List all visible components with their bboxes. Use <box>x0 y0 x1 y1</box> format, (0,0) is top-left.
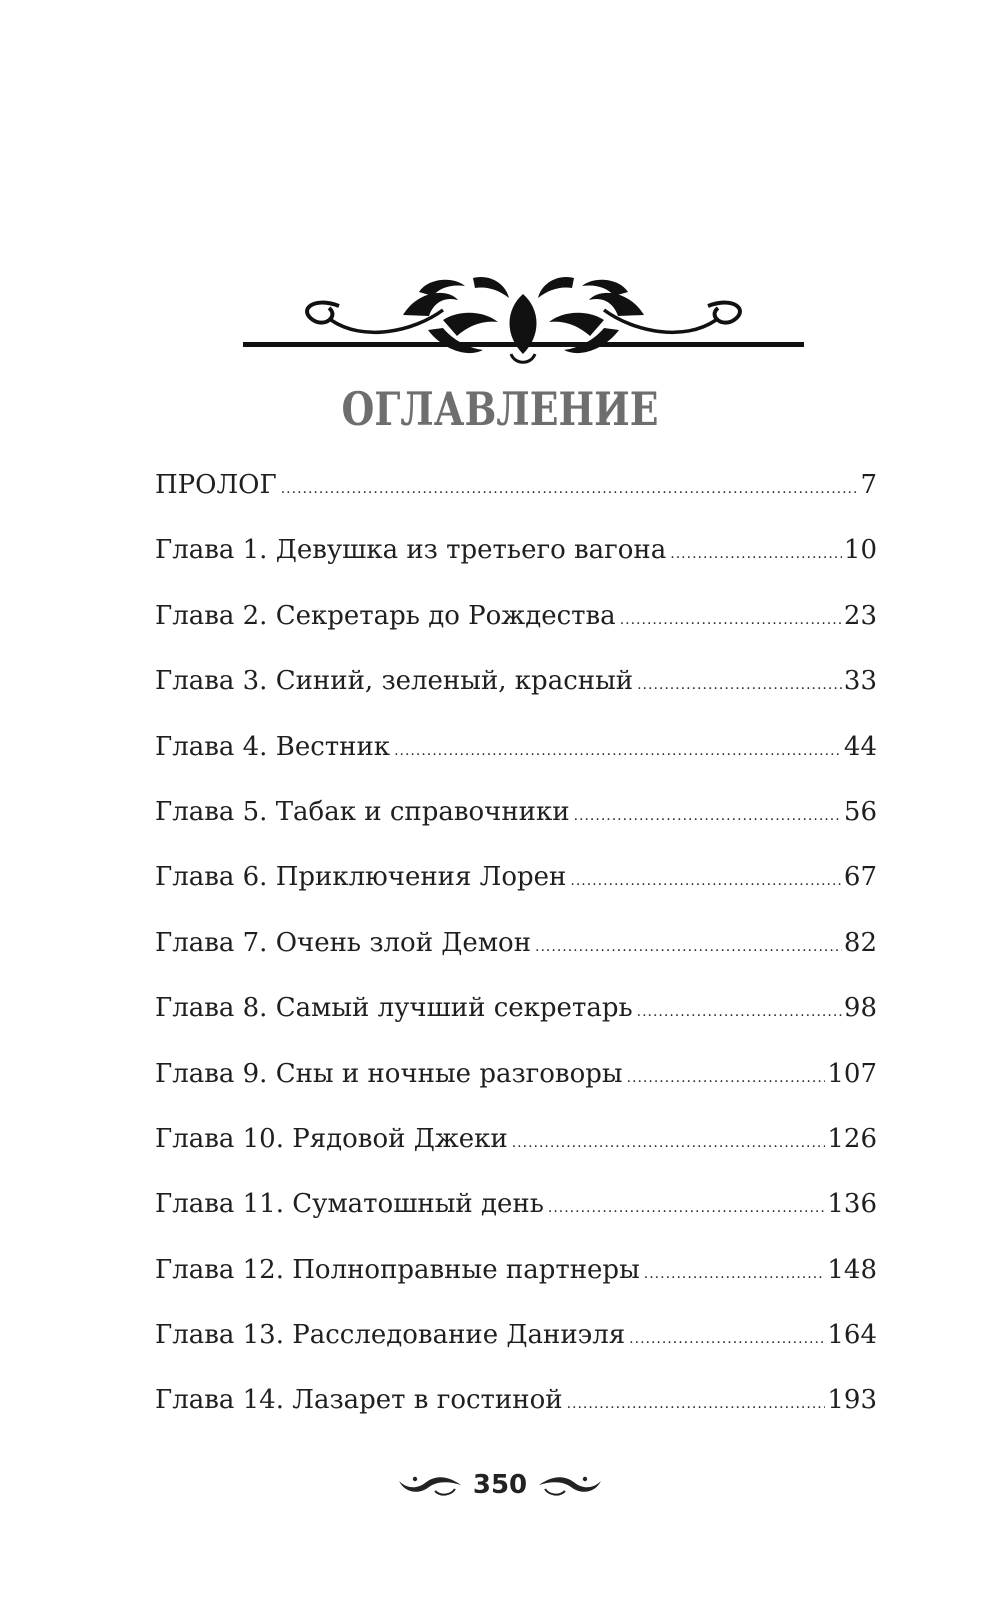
toc-entry-page: 67 <box>843 862 877 893</box>
toc-entry <box>155 993 877 1058</box>
toc-dot-leader <box>670 546 842 562</box>
toc-dot-leader <box>570 873 842 889</box>
toc-entry <box>155 470 877 535</box>
toc-entry <box>155 666 877 731</box>
toc-entry-page: 10 <box>843 535 877 566</box>
toc-dot-leader <box>512 1135 826 1151</box>
toc-entry-title: Глава 10. Рядовой Джеки <box>155 1123 508 1154</box>
toc-entry <box>155 797 877 862</box>
toc-dot-leader <box>548 1200 825 1216</box>
toc-entry-page: 23 <box>843 600 877 631</box>
toc-entry-title: Глава 2. Секретарь до Рождества <box>155 600 616 631</box>
toc-entry-title: Глава 5. Табак и справочники <box>155 796 570 827</box>
toc-entry-page: 193 <box>827 1385 877 1416</box>
page-footer <box>0 1470 1000 1500</box>
page-number: 350 <box>472 1470 528 1500</box>
toc-dot-leader <box>574 808 842 824</box>
toc-entry-title: Глава 1. Девушка из третьего вагона <box>155 535 667 566</box>
toc-dot-leader <box>567 1396 826 1412</box>
toc-entry-page: 33 <box>843 666 877 697</box>
toc-entry-title: Глава 9. Сны и ночные разговоры <box>155 1058 623 1089</box>
toc-entry-page: 82 <box>843 927 877 958</box>
toc-entry-page: 7 <box>860 470 877 500</box>
toc-entry-page: 98 <box>843 993 877 1024</box>
right-flourish-icon <box>537 1471 605 1499</box>
toc-entry-title: Глава 3. Синий, зеленый, красный <box>155 666 634 697</box>
toc-dot-leader <box>620 612 842 628</box>
toc-dot-leader <box>394 743 842 759</box>
toc-dot-leader <box>281 481 859 497</box>
toc-entry-page: 44 <box>843 731 877 762</box>
toc-entry <box>155 1385 877 1450</box>
page-title: ОГЛАВЛЕНИЕ <box>341 382 659 436</box>
toc-entry-title: Глава 11. Суматошный день <box>155 1189 544 1220</box>
toc-entry <box>155 862 877 927</box>
toc-entry-page: 107 <box>827 1058 877 1089</box>
toc-entry-page: 164 <box>827 1320 877 1351</box>
toc-entry <box>155 1189 877 1254</box>
toc-dot-leader <box>535 939 842 955</box>
toc-entry-page: 126 <box>827 1123 877 1154</box>
toc-dot-leader <box>637 677 842 693</box>
toc-entry-title: ПРОЛОГ <box>155 470 277 500</box>
toc-entry <box>155 1124 877 1189</box>
toc-dot-leader <box>627 1070 826 1086</box>
toc-dot-leader <box>629 1331 825 1347</box>
toc-entry-title: Глава 8. Самый лучший секретарь <box>155 993 633 1024</box>
toc-entry <box>155 1255 877 1320</box>
toc-entry-page: 136 <box>827 1189 877 1220</box>
toc-entry-title: Глава 4. Вестник <box>155 731 391 762</box>
toc-entry <box>155 732 877 797</box>
toc-entry <box>155 928 877 993</box>
toc-entry-title: Глава 7. Очень злой Демон <box>155 927 532 958</box>
toc-entry <box>155 535 877 600</box>
left-flourish-icon <box>395 1471 463 1499</box>
toc-entry <box>155 601 877 666</box>
toc-entry-title: Глава 14. Лазарет в гостиной <box>155 1385 563 1416</box>
toc-entry-title: Глава 6. Приключения Лорен <box>155 862 567 893</box>
toc-entry-title: Глава 13. Расследование Даниэля <box>155 1320 626 1351</box>
toc-dot-leader <box>637 1004 842 1020</box>
table-of-contents <box>155 470 877 1451</box>
toc-dot-leader <box>644 1266 826 1282</box>
toc-entry <box>155 1059 877 1124</box>
toc-entry-page: 148 <box>827 1254 877 1285</box>
decorative-header-ornament <box>243 270 804 380</box>
toc-entry-page: 56 <box>843 796 877 827</box>
toc-entry-title: Глава 12. Полноправные партнеры <box>155 1254 640 1285</box>
toc-entry <box>155 1320 877 1385</box>
